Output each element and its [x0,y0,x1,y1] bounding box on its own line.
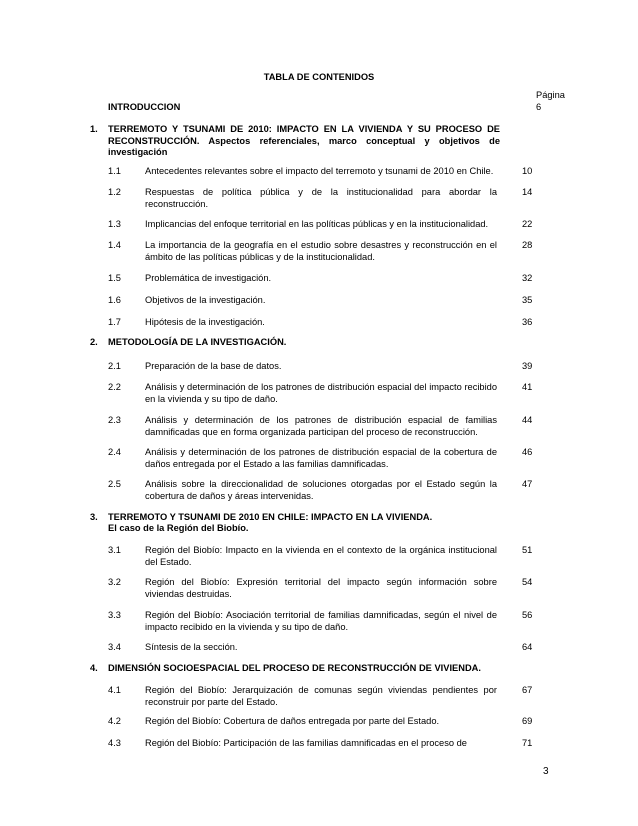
entry-text: La importancia de la geografía en el estudio sobre desastres y reconstrucción en el ámbito de las políticas públicas y de la institucionalidad. [145,240,497,262]
entry-page: 44 [522,415,533,425]
entry-page: 35 [522,295,533,305]
intro-entry-label[interactable]: INTRODUCCION [108,102,181,112]
section-number: 3. [90,512,98,522]
section-title: METODOLOGÍA DE LA INVESTIGACIÓN. [108,337,287,347]
page-number: 3 [543,766,549,777]
entry-text: Antecedentes relevantes sobre el impacto del terremoto y tsunami de 2010 en Chile. [145,166,494,176]
entry-page: 39 [522,361,533,371]
entry-number: 1.5 [108,273,121,283]
entry-text: Implicancias del enfoque territorial en las políticas públicas y en la institucionalidad. [145,219,489,229]
entry-page: 47 [522,479,533,489]
entry-number: 3.1 [108,545,121,555]
section-subtitle: El caso de la Región del Biobío. [108,523,249,533]
entry-number: 1.7 [108,317,121,327]
entry-page: 69 [522,716,533,726]
entry-page: 28 [522,240,533,250]
section-number: 4. [90,663,98,673]
entry-page: 46 [522,447,533,457]
entry-page: 54 [522,577,533,587]
entry-text: Región del Biobío: Jerarquización de comunas según viviendas pendientes por reconstruir por parte del Estado. [145,685,497,707]
entry-text: Análisis y determinación de los patrones de distribución espacial de familias damnificadas que en forma organizada participan del proceso de reconstrucción. [145,415,497,437]
entry-number: 1.1 [108,166,121,176]
entry-text: Región del Biobío: Asociación territorial de familias damnificadas, según el nivel de impacto recibido en la vivienda y su tipo de daño. [145,610,497,632]
entry-number: 2.1 [108,361,121,371]
entry-number: 1.2 [108,187,121,197]
entry-number: 2.4 [108,447,121,457]
entry-page: 22 [522,219,533,229]
section-title: TERREMOTO Y TSUNAMI DE 2010 EN CHILE: IMPACTO EN LA VIVIENDA. [108,512,433,522]
entry-page: 71 [522,738,533,748]
entry-number: 4.3 [108,738,121,748]
entry-page: 14 [522,187,533,197]
section-title: DIMENSIÓN SOCIOESPACIAL DEL PROCESO DE RECONSTRUCCIÓN DE VIVIENDA. [108,663,481,673]
page-column-label: Página [536,90,565,100]
entry-number: 1.6 [108,295,121,305]
entry-text: Hipótesis de la investigación. [145,317,265,327]
entry-text: Objetivos de la investigación. [145,295,266,305]
entry-number: 2.5 [108,479,121,489]
section-title: TERREMOTO Y TSUNAMI DE 2010: IMPACTO EN LA VIVIENDA Y SU PROCESO DE RECONSTRUCCIÓN. Aspectos referenciales, marco conceptual y objetivos de investigación [108,124,500,157]
entry-text: Análisis sobre la direccionalidad de soluciones otorgadas por el Estado según la cobertura de daños y áreas intervenidas. [145,479,497,501]
entry-text: Respuestas de política pública y de la institucionalidad para abordar la reconstrucción. [145,187,497,209]
entry-page: 36 [522,317,533,327]
entry-number: 3.3 [108,610,121,620]
section-number: 2. [90,337,98,347]
entry-text: Problemática de investigación. [145,273,272,283]
entry-number: 2.3 [108,415,121,425]
entry-text: Región del Biobío: Cobertura de daños entregada por parte del Estado. [145,716,440,726]
entry-number: 1.3 [108,219,121,229]
entry-text: Síntesis de la sección. [145,642,238,652]
entry-page: 64 [522,642,533,652]
entry-text: Análisis y determinación de los patrones de distribución espacial de la cobertura de daños entregada por el Estado a las familias damnificadas. [145,447,497,469]
entry-number: 2.2 [108,382,121,392]
intro-entry-page: 6 [536,102,542,112]
entry-text: Análisis y determinación de los patrones de distribución espacial del impacto recibido en la vivienda y su tipo de daño. [145,382,497,404]
entry-page: 51 [522,545,533,555]
entry-number: 4.1 [108,685,121,695]
entry-text: Preparación de la base de datos. [145,361,282,371]
entry-number: 3.2 [108,577,121,587]
entry-page: 41 [522,382,533,392]
entry-page: 32 [522,273,533,283]
section-number: 1. [90,124,98,134]
entry-text: Región del Biobío: Impacto en la vivienda en el contexto de la orgánica institucional del Estado. [145,545,497,567]
entry-text: Región del Biobío: Participación de las familias damnificadas en el proceso de [145,738,467,748]
entry-text: Región del Biobío: Expresión territorial del impacto según información sobre viviendas destruidas. [145,577,497,599]
entry-number: 4.2 [108,716,121,726]
entry-page: 56 [522,610,533,620]
entry-page: 10 [522,166,533,176]
entry-page: 67 [522,685,533,695]
entry-number: 1.4 [108,240,121,250]
entry-number: 3.4 [108,642,121,652]
toc-title: TABLA DE CONTENIDOS [263,72,375,82]
